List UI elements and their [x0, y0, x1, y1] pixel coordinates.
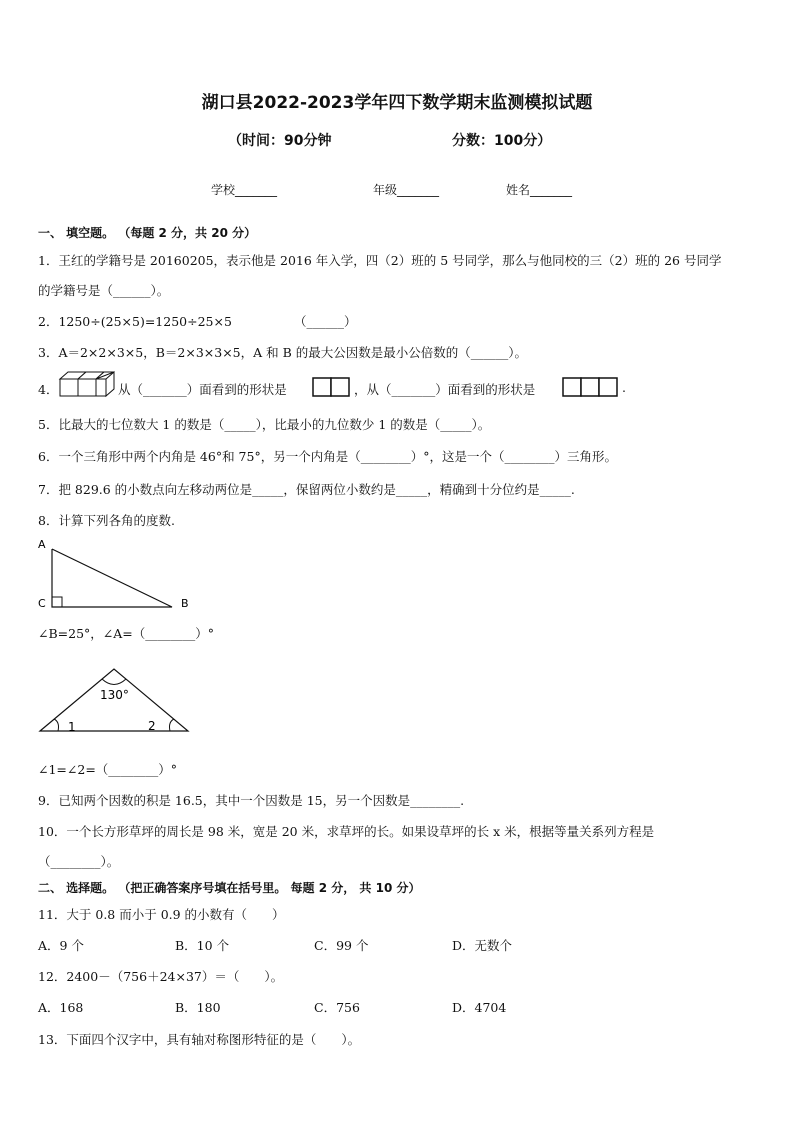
question-11-option-b: B．10 个	[175, 938, 230, 953]
question-12-option-b: B．180	[175, 1000, 221, 1015]
section-1-heading: 一、 填空题。 （每题 2 分，共 20 分）	[38, 226, 257, 240]
angle-1-label: 1	[68, 720, 76, 734]
question-2-blank: （______）	[294, 314, 357, 329]
exam-score: 分数：100分）	[452, 133, 552, 149]
question-8-part-b: ∠1=∠2=（________）°	[38, 762, 178, 777]
cube-stack-figure	[58, 370, 118, 398]
question-8-part-a: ∠B=25°，∠A=（________）°	[38, 626, 215, 641]
question-10-line-2: （________）。	[38, 854, 120, 869]
apex-angle-label: 130°	[100, 688, 129, 702]
question-4-text-a: 从（_______）面看到的形状是	[118, 382, 287, 397]
question-11-option-a: A．9 个	[38, 938, 84, 953]
exam-time: （时间：90分钟	[228, 133, 332, 149]
right-triangle-figure	[30, 535, 200, 615]
question-1-line-1: 1．王红的学籍号是 20160205，表示他是 2016 年入学，四（2）班的 5 号同学，那么与他同校的三（2）班的 26 号同学	[38, 253, 722, 268]
vertex-c-label: C	[38, 597, 46, 610]
question-12-option-d: D．4704	[452, 1000, 507, 1015]
question-7: 7．把 829.6 的小数点向左移动两位是_____，保留两位小数约是_____，精确到十分位约是_____.	[38, 482, 575, 497]
question-4-number: 4．	[38, 382, 59, 397]
vertex-a-label: A	[38, 538, 46, 551]
school-field: 学校_______	[211, 183, 278, 197]
question-11: 11．大于 0.8 而小于 0.9 的小数有（ ）	[38, 907, 285, 922]
question-8: 8．计算下列各角的度数.	[38, 513, 175, 528]
question-1-line-2: 的学籍号是（______）。	[38, 283, 170, 298]
question-12: 12．2400－（756＋24×37）＝（ ）。	[38, 969, 284, 984]
view-two-squares-figure	[312, 377, 352, 397]
section-2-heading: 二、 选择题。 （把正确答案序号填在括号里。 每题 2 分， 共 10 分）	[38, 881, 421, 895]
vertex-b-label: B	[181, 597, 189, 610]
question-12-option-c: C．756	[314, 1000, 360, 1015]
view-three-squares-figure	[562, 377, 622, 397]
question-6: 6．一个三角形中两个内角是 46°和 75°，另一个内角是（________）°，这是一个（________）三角形。	[38, 449, 617, 464]
question-5: 5．比最大的七位数大 1 的数是（_____），比最小的九位数少 1 的数是（_____）。	[38, 417, 491, 432]
question-11-option-d: D．无数个	[452, 938, 513, 953]
question-11-option-c: C．99 个	[314, 938, 369, 953]
question-4-end: .	[622, 380, 626, 395]
grade-field: 年级_______	[373, 183, 440, 197]
question-13: 13．下面四个汉字中，具有轴对称图形特征的是（ ）。	[38, 1032, 361, 1047]
angle-2-label: 2	[148, 719, 156, 733]
question-12-option-a: A．168	[38, 1000, 84, 1015]
question-4-text-b: ，从（_______）面看到的形状是	[354, 382, 536, 397]
question-3: 3．A＝2×2×3×5，B＝2×3×3×5，A 和 B 的最大公因数是最小公倍数的（______）。	[38, 345, 528, 360]
obtuse-triangle-figure	[36, 664, 196, 736]
question-9: 9．已知两个因数的积是 16.5，其中一个因数是 15，另一个因数是________.	[38, 793, 465, 808]
page-title: 湖口县2022-2023学年四下数学期末监测模拟试题	[201, 93, 593, 113]
question-10-line-1: 10．一个长方形草坪的周长是 98 米，宽是 20 米，求草坪的长。如果设草坪的长 x 米，根据等量关系列方程是	[38, 824, 655, 839]
question-2: 2．1250÷(25×5)=1250÷25×5	[38, 314, 232, 329]
name-field: 姓名_______	[506, 183, 573, 197]
